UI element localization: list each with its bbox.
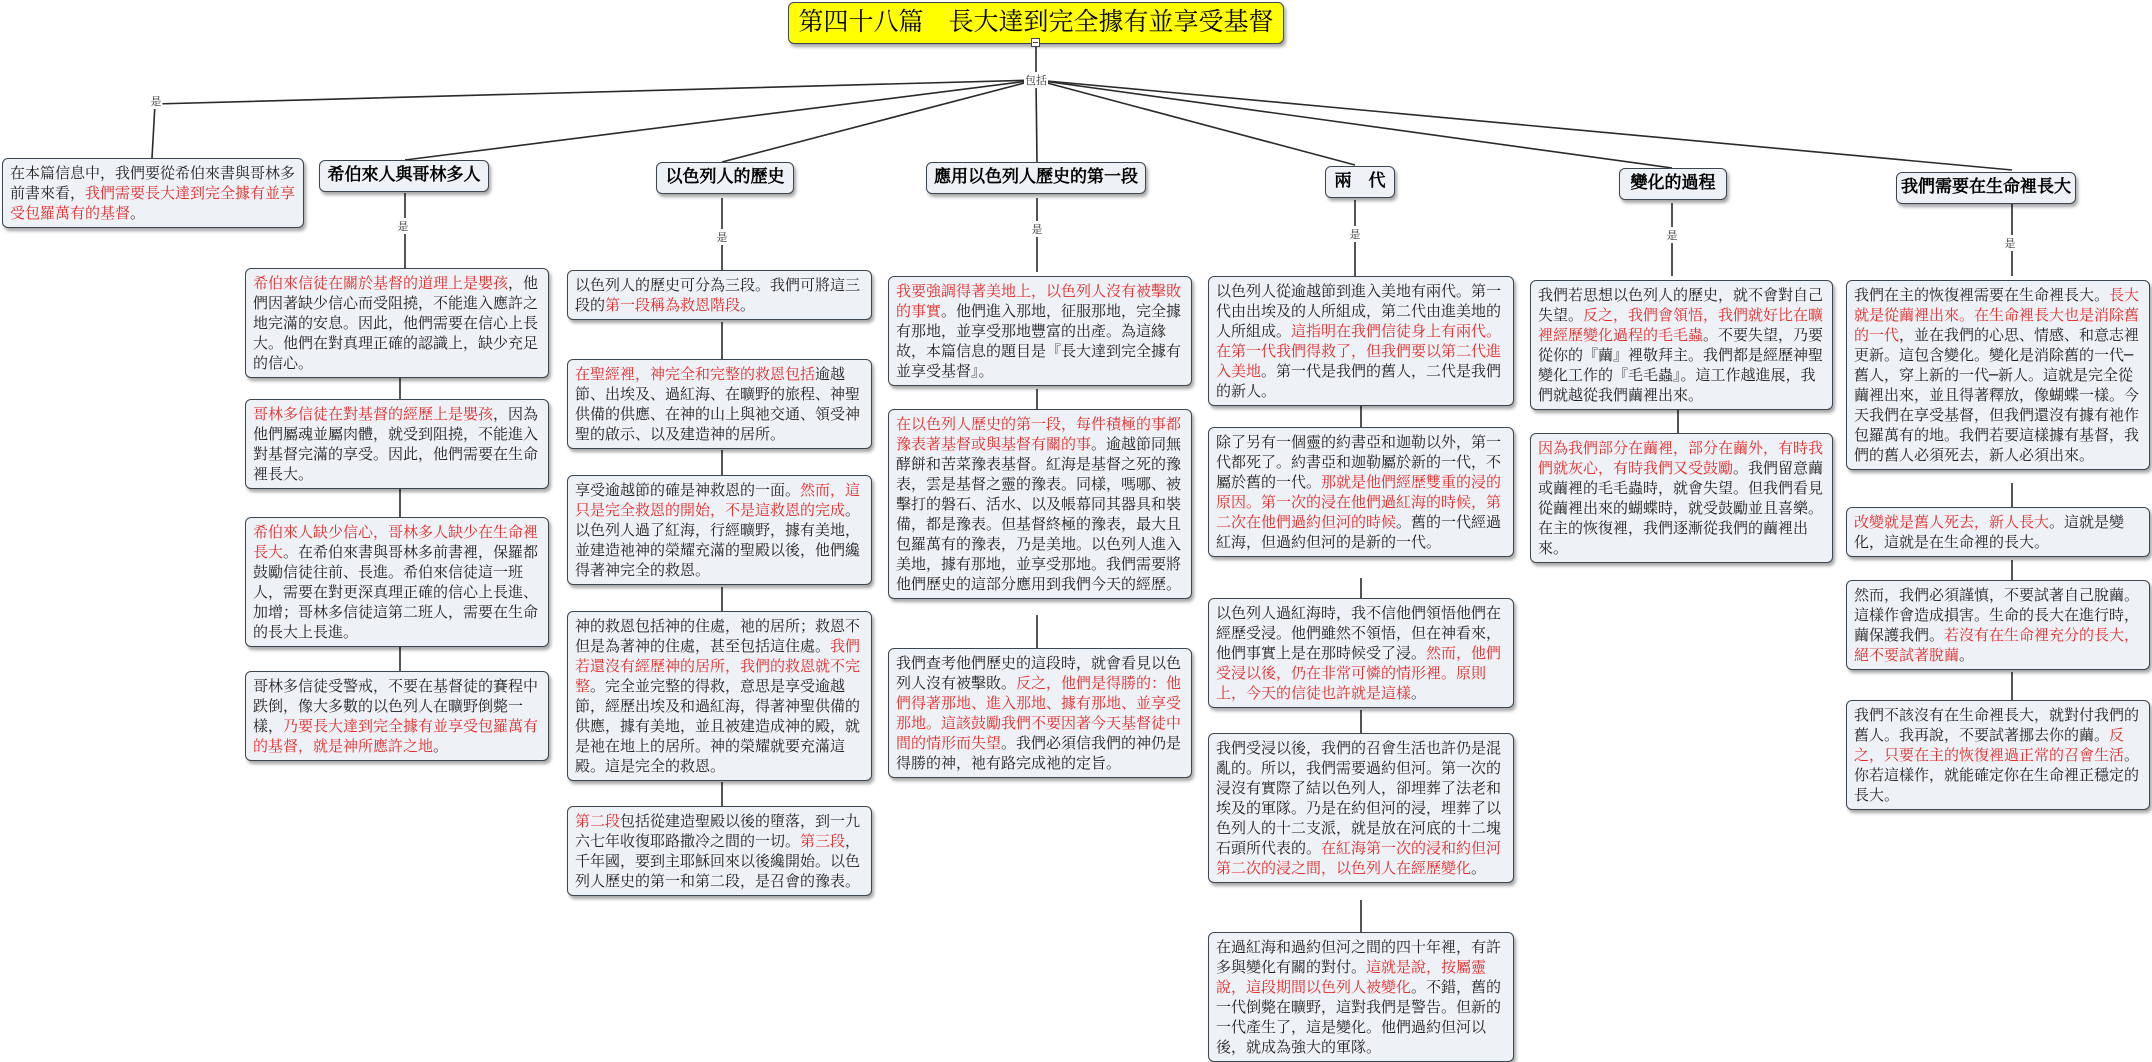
body-text: ，並在我們的心思、情感、和意志裡更新。這包含變化。變化是消除舊的一代─舊人，穿上新的一代─新人。這就是完全從繭裡出來，並且得著釋放，像蝴蝶一樣。今天我們在享受基督，但我們還沒有據有祂作包羅萬有的地。我們若要這樣據有基督，我們的舊人必須死去，新人必須出來。 (1854, 326, 2140, 464)
highlight-text: 這指明在我們信徒身上有兩代。在第一代我們得救了，但我們要以第二代進入美地 (1216, 322, 1502, 380)
highlight-text: 改變就是舊人死去，新人長大 (1854, 513, 2050, 531)
highlight-text: 這就是說，按屬靈說，這段期間以色列人被變化 (1216, 958, 1487, 996)
note-node[interactable] (245, 517, 549, 647)
relation-label-shi: 是 (150, 95, 162, 108)
note-node[interactable] (1530, 280, 1833, 410)
body-text: 。 (740, 296, 756, 314)
body-text: 我們查考他們歷史的這段時，就會看見以色列人沒有被擊敗。 (896, 654, 1182, 692)
relation-label-shi: 是 (1349, 228, 1361, 241)
highlight-text: 若沒有在生命裡充分的長大，絕不要試著脫繭 (1854, 626, 2140, 664)
body-text: ，千年國，要到主耶穌回來以後纔開始。以色列人歷史的第一和第二段，是召會的豫表。 (575, 832, 861, 890)
body-text: 。不要失望，乃要從你的『繭』裡敬拜主。我們都是經歷神聖變化工作的『毛毛蟲』。這工作越進展，我們就越從我們繭裡出來。 (1538, 326, 1824, 404)
note-node[interactable] (888, 409, 1192, 599)
note-node[interactable] (1208, 276, 1514, 406)
body-text: 我們在主的恢復裡需要在生命裡長大。 (1854, 286, 2110, 304)
note-node[interactable] (245, 671, 549, 761)
highlight-text: 在以色列人歷史的第一段，每件積極的事都豫表著基督或與基督有關的事 (896, 415, 1182, 453)
body-text: 。舊的一代經過紅海，但過約但河的是新的一代。 (1216, 513, 1502, 551)
body-text: 以色列人從逾越節到進入美地有兩代。第一代由出埃及的人所組成，第二代由進美地的人所組成。 (1216, 282, 1502, 340)
note-node[interactable] (888, 648, 1192, 778)
highlight-text: 我們若還沒有經歷神的居所，我們的救恩就不完整 (575, 637, 861, 695)
body-text: 逾越節、出埃及、過紅海、在曠野的旅程、神聖供備的供應、在神的山上與祂交通、領受神聖的啟示、以及建造神的居所。 (575, 365, 861, 443)
body-text: 我們受浸以後，我們的召會生活也許仍是混亂的。所以，我們需要過約但河。第一次的浸沒有實際了結以色列人，卻埋葬了法老和埃及的軍隊。乃是在約但河的浸，埋葬了以色列人的十二支派，就是放在河底的十二塊石頭所代表的。 (1216, 739, 1502, 857)
note-node[interactable] (1208, 733, 1514, 883)
relation-label-shi: 是 (397, 220, 409, 233)
note-node[interactable] (1208, 598, 1514, 708)
note-node[interactable] (567, 806, 872, 896)
note-node[interactable] (245, 399, 549, 489)
note-node[interactable] (567, 359, 872, 449)
highlight-text: 乃要長大達到完全據有並享受包羅萬有的基督，就是神所應許之地 (253, 717, 539, 755)
relation-label-shi: 是 (1666, 229, 1678, 242)
body-text: 。完全並完整的得救，意思是享受逾越節，經歷出埃及和過紅海，得著神聖供備的供應，據有美地，並且被建造成神的殿，就是祂在地上的居所。神的榮耀就要充滿這殿。這是完全的救恩。 (575, 677, 861, 775)
body-text: 在本篇信息中，我們要從希伯來書與哥林多前書來看， (10, 164, 296, 202)
highlight-text: 我們需要長大達到完全據有並享受包羅萬有的基督 (10, 184, 296, 222)
topic-hebrews-corinthians[interactable]: 希伯來人與哥林多人 (319, 160, 489, 192)
highlight-text: 因為我們部分在繭裡，部分在繭外，有時我們就灰心，有時我們又受鼓勵 (1538, 439, 1824, 477)
highlight-text: 然而，他們受浸以後，仍在非常可憐的情形裡。原則上，今天的信徒也許就是這樣 (1216, 644, 1502, 702)
body-text: ，因為他們屬魂並屬肉體，就受到阻撓，不能進入對基督完滿的享受。因此，他們需要在生命裡長大。 (253, 405, 539, 483)
topic-grow-in-life[interactable]: 我們需要在生命裡長大 (1896, 172, 2076, 204)
body-text: 。這就是變化，這就是在生命裡的長大。 (1854, 513, 2125, 551)
note-node[interactable] (1208, 427, 1514, 557)
note-node[interactable] (1846, 580, 2150, 670)
body-text: 享受逾越節的確是神救恩的一面。 (575, 481, 801, 499)
topic-two-generations[interactable]: 兩 代 (1325, 166, 1395, 198)
body-text: 。以色列人過了紅海，行經曠野，據有美地，並建造祂神的榮耀充滿的聖殿以後，他們纔得著神完全的救恩。 (575, 501, 861, 579)
note-node[interactable] (245, 268, 549, 378)
body-text: 我們若思想以色列人的歷史，就不會對自己失望。 (1538, 286, 1824, 324)
note-node[interactable] (567, 270, 872, 320)
relation-label-shi: 是 (716, 231, 728, 244)
highlight-text: 長大就是從繭裡出來。在生命裡長大也是消除舊的一代 (1854, 286, 2140, 344)
note-node[interactable] (567, 475, 872, 585)
topic-israel-history[interactable]: 以色列人的歷史 (656, 162, 794, 194)
highlight-text: 反之，只要在主的恢復裡過正常的召會生活 (1854, 726, 2125, 764)
body-text: 然而，我們必須謹慎，不要試著自己脫繭。這樣作會造成損害。生命的長大在進行時，繭保護我們。 (1854, 586, 2140, 644)
highlight-text: 希伯來人缺少信心，哥林多人缺少在生命裡長大 (253, 523, 539, 561)
body-text: 在過紅海和過約但河之間的四十年裡，有許多與變化有關的對付。 (1216, 938, 1502, 976)
body-text: 。在希伯來書與哥林多前書裡，保羅都鼓勵信徒往前、長進。希伯來信徒這一班人，需要在對更深真理正確的信心上長進、加增；哥林多信徒這第二班人，需要在生命的長大上長進。 (253, 543, 539, 641)
body-text: 。 (1959, 646, 1975, 664)
page-title[interactable]: 第四十八篇 長大達到完全據有並享受基督 (788, 2, 1284, 44)
highlight-text: 反之，我們會領悟，我們就好比在曠裡經歷變化過程的毛毛蟲 (1538, 306, 1824, 344)
body-text: 。逾越節同無酵餅和苦菜豫表基督。紅海是基督之死的豫表，雲是基督之靈的豫表。同樣，嗎哪、被擊打的磐石、活水、以及帳幕同其器具和裝備，都是豫表。但基督終極的豫表，最大且包羅萬有的豫表，乃是美地。以色列人進入美地，據有那地，並享受那地。我們需要將他們歷史的這部分應用到我們今天的經歷。 (896, 435, 1182, 593)
highlight-text: 然而，這只是完全救恩的開始，不是這救恩的完成 (575, 481, 861, 519)
body-text: 。你若這樣作，就能確定你在生命裡正穩定的長大。 (1854, 746, 2140, 804)
note-node[interactable] (1846, 507, 2150, 557)
note-node[interactable] (1530, 433, 1833, 563)
note-node[interactable] (888, 276, 1192, 386)
highlight-text: 那就是他們經歷雙重的浸的原因。第一次的浸在他們過紅海的時候，第二次在他們過約但河的時候 (1216, 473, 1502, 531)
highlight-text: 在紅海第一次的浸和約但河第二次的浸之間，以色列人在經歷變化 (1216, 839, 1502, 877)
highlight-text: 第一段稱為救恩階段 (605, 296, 741, 314)
collapse-icon[interactable] (1031, 38, 1040, 47)
body-text: 我們不該沒有在生命裡長大，就對付我們的舊人。我再說，不要試著挪去你的繭。 (1854, 706, 2140, 744)
body-text: 。 (130, 204, 146, 222)
body-text: 哥林多信徒受警戒，不要在基督徒的賽程中跌倒，像大多數的以色列人在曠野倒斃一樣， (253, 677, 539, 735)
body-text: 。他們進入那地，征服那地，完全據有那地，並享受那地豐富的出產。為這緣故，本篇信息的題目是『長大達到完全據有並享受基督』。 (896, 302, 1182, 380)
highlight-text: 在聖經裡，神完全和完整的救恩包括 (575, 365, 816, 383)
intro-node[interactable] (2, 158, 304, 228)
note-node[interactable] (567, 611, 872, 781)
body-text: 。 (1471, 859, 1487, 877)
body-text: 。我們留意繭或繭裡的毛毛蟲時，就會失望。但我們看見從繭裡出來的蝴蝶時，就受鼓勵並且喜樂。在主的恢復裡，我們逐漸從我們的繭裡出來。 (1538, 459, 1824, 557)
body-text: 以色列人過紅海時，我不信他們領悟他們在經歷受浸。他們雖然不領悟，但在神看來，他們事實上是在那時候受了浸。 (1216, 604, 1502, 662)
note-node[interactable] (1208, 932, 1514, 1062)
highlight-text: 反之，他們是得勝的：他們得著那地、進入那地、據有那地、並享受那地。這該鼓勵我們不要因著今天基督徒中間的情形而失望 (896, 674, 1182, 752)
highlight-text: 第三段 (800, 832, 846, 850)
body-text: 。我們必須信我們的神仍是得勝的神，祂有路完成祂的定旨。 (896, 734, 1182, 772)
note-node[interactable] (1846, 280, 2150, 470)
highlight-text: 希伯來信徒在關於基督的道理上是嬰孩 (253, 274, 509, 292)
topic-apply-first-section[interactable]: 應用以色列人歷史的第一段 (926, 162, 1146, 194)
highlight-text: 第二段 (575, 812, 621, 830)
body-text: 以色列人的歷史可分為三段。我們可將這三段的 (575, 276, 861, 314)
topic-transformation-process[interactable]: 變化的過程 (1619, 168, 1727, 200)
body-text: 。不錯，舊的一代倒斃在曠野，這對我們是警告。但新的一代產生了，這是變化。他們過約但河以後，就成為強大的軍隊。 (1216, 978, 1502, 1056)
body-text: 。 (1411, 684, 1427, 702)
relation-label-shi: 是 (1031, 223, 1043, 236)
relation-label-shi: 是 (2004, 237, 2016, 250)
body-text: 神的救恩包括神的住處，祂的居所；救恩不但是為著神的住處，甚至包括這住處。 (575, 617, 861, 655)
note-node[interactable] (1846, 700, 2150, 810)
body-text: ，他們因著缺少信心而受阻撓，不能進入應許之地完滿的安息。因此，他們需要在信心上長大。他們在對真理正確的認識上，缺少充足的信心。 (253, 274, 539, 372)
highlight-text: 哥林多信徒在對基督的經歷上是嬰孩 (253, 405, 494, 423)
relation-label-baokuo: 包括 (1025, 74, 1047, 87)
body-text: 。 (433, 737, 449, 755)
body-text: 。第一代是我們的舊人，二代是我們的新人。 (1216, 362, 1502, 400)
highlight-text: 我要強調得著美地上，以色列人沒有被擊敗的事實 (896, 282, 1182, 320)
body-text: 包括從建造聖殿以後的墮落，到一九六七年收復耶路撒冷之間的一切。 (575, 812, 861, 850)
body-text: 除了另有一個靈的約書亞和迦勒以外，第一代都死了。約書亞和迦勒屬於新的一代，不屬於舊的一代。 (1216, 433, 1502, 491)
